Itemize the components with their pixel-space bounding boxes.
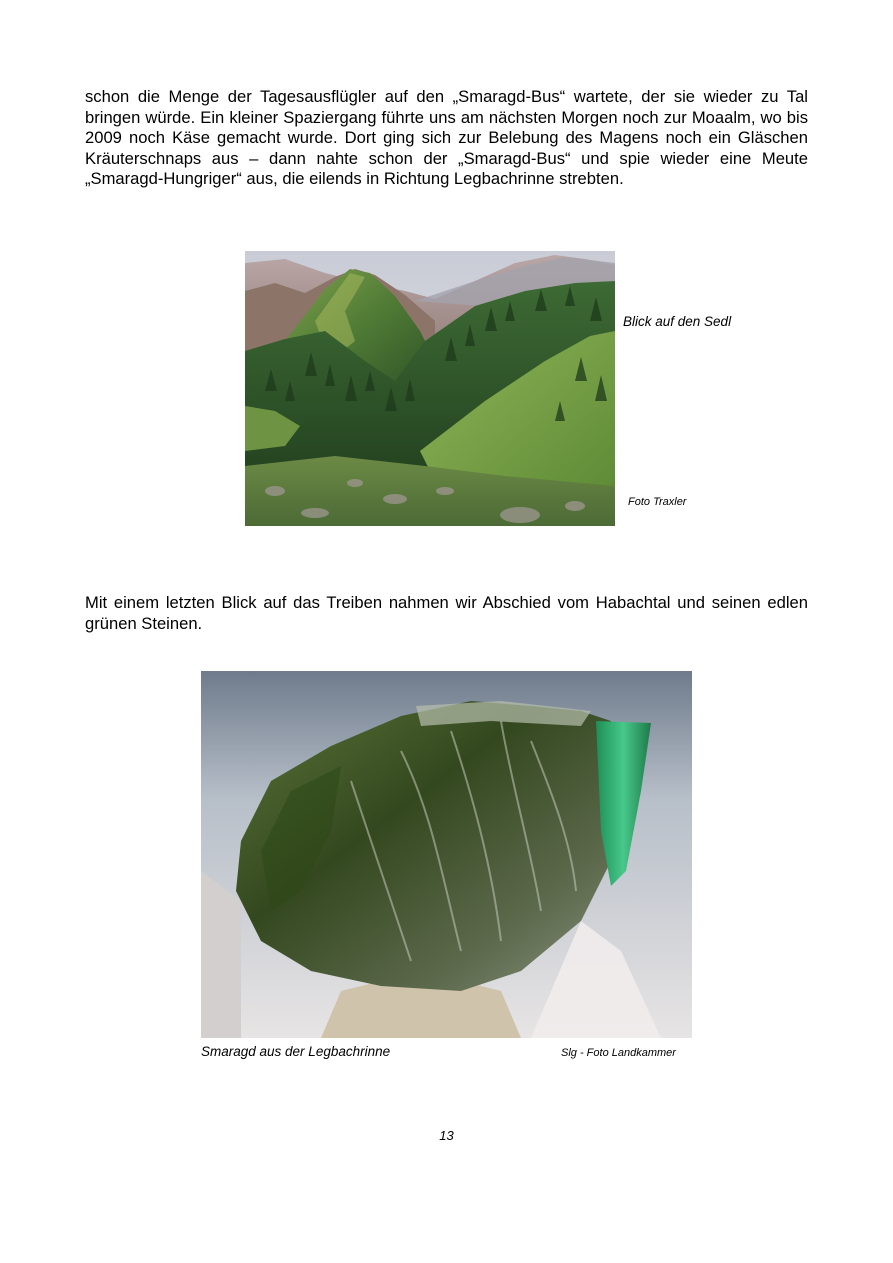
page-number: 13 xyxy=(439,1128,454,1143)
body-paragraph-1: schon die Menge der Tagesausflügler auf den „Smaragd-Bus“ wartete, der sie wieder zu Tal bringen würde. Ein kleiner Spaziergang führte uns am nächsten Morgen noch zur Moaalm, wo bis 2009 noch Käse gemacht wurde. Dort ging sich zur Belebung des Magens noch ein Gläschen Kräuterschnaps aus – dann nahte schon der „Smaragd-Bus“ und spie wieder eine Meute „Smaragd-Hungriger“ aus, die eilends in Richtung Legbachrinne strebten. xyxy=(85,87,808,188)
figure2-caption: Smaragd aus der Legbachrinne xyxy=(201,1044,391,1059)
emerald-specimen-photo xyxy=(201,671,692,1038)
figure2-credit: Slg - Foto Landkammer xyxy=(561,1047,676,1059)
mountain-valley-photo xyxy=(245,251,615,526)
figure1-caption: Blick auf den Sedl xyxy=(623,314,732,329)
body-paragraph-2: Mit einem letzten Blick auf das Treiben nahmen wir Abschied vom Habachtal und seinen edlen grünen Steinen. xyxy=(85,593,808,633)
figure1-credit: Foto Traxler xyxy=(628,496,687,508)
